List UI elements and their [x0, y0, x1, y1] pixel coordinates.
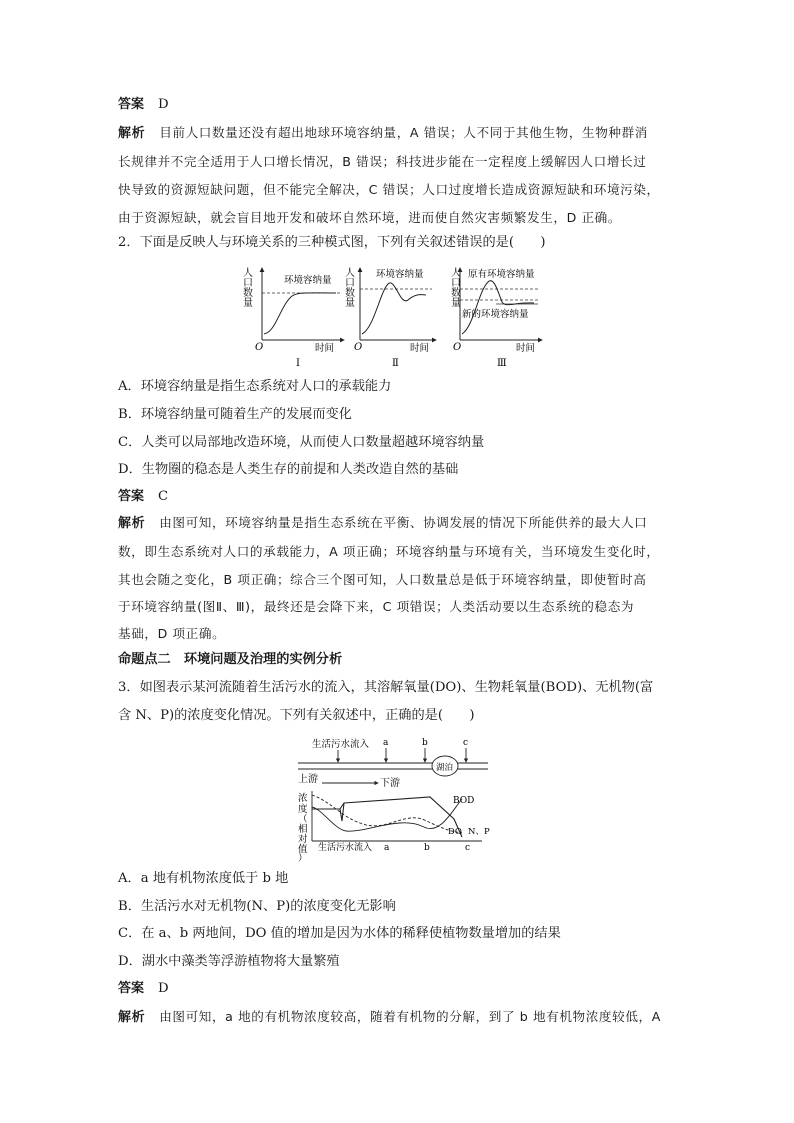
lake-label: 湖泊	[436, 763, 454, 773]
population-curve	[362, 283, 426, 334]
ylabel-char: 量	[345, 298, 355, 309]
analysis-label: 解析	[118, 1010, 146, 1025]
panel-roman: Ⅲ	[497, 358, 507, 369]
ylabel-char: （	[298, 814, 308, 825]
inflow-label: 生活污水流入	[312, 739, 370, 750]
panel-1	[243, 266, 344, 369]
do-curve	[312, 799, 462, 831]
ylabel-char: ）	[298, 853, 308, 863]
np-curve	[312, 795, 462, 833]
answer-label: 答案	[118, 97, 145, 112]
q2-figure	[240, 262, 560, 372]
q2-option-b: B．环境容纳量可随着生产的发展而变化	[118, 407, 352, 422]
ylabel-char: 对	[298, 834, 308, 845]
q2-analysis-line-5: 基础，D 项正确。	[118, 626, 226, 641]
answer-value: D	[158, 981, 169, 996]
q2-analysis-line-4: 于环境容纳量(图Ⅱ、Ⅲ)，最终还是会降下来，C 项错误；人类活动要以生态系统的稳态为	[118, 599, 635, 614]
x-a-label: a	[384, 843, 390, 853]
q2-stem: 2．下面是反映人与环境关系的三种模式图，下列有关叙述错误的是( )	[118, 235, 546, 250]
x-inflow-label: 生活污水流入	[318, 843, 373, 853]
q2-option-d: D．生物圈的稳态是人类生存的前提和人类改造自然的基础	[118, 462, 459, 477]
q2-analysis-line-1: 解析 由图可知，环境容纳量是指生态系统在平衡、协调发展的情况下所能供养的最大人口	[118, 515, 648, 531]
ylabel-char: 人	[345, 268, 355, 279]
ylabel-char: 量	[243, 298, 253, 309]
q1-analysis-line-3: 快导致的资源短缺问题，但不能完全解决，C 错误；人口过度增长造成资源短缺和环境污染，	[118, 182, 660, 197]
q3-option-d: D．湖水中藻类等浮游植物将大量繁殖	[118, 954, 340, 969]
ylabel-char: 人	[243, 268, 253, 279]
np-label: N、P	[468, 827, 490, 837]
q1-analysis-line-4: 由于资源短缺，就会盲目地开发和破坏自然环境，进而使自然灾害频繁发生，D 正确。	[118, 210, 622, 225]
q3-stem-line-1: 3．如图表示某河流随着生活污水的流入，其溶解氧量(DO)、生物耗氧量(BOD)、无机物(富	[118, 680, 654, 695]
q3-analysis-line-1: 解析 由图可知，a 地的有机物浓度较高，随着有机物的分解，到了 b 地有机物浓度较低，A	[118, 1009, 661, 1025]
site-c-label: c	[463, 738, 469, 748]
capacity-label: 环境容纳量	[376, 269, 424, 280]
panel-roman: Ⅱ	[392, 358, 399, 369]
answer-value: D	[158, 97, 169, 112]
upstream-label: 上游	[298, 774, 318, 785]
ylabel-char: 浓	[298, 793, 308, 804]
concentration-chart	[298, 791, 490, 863]
x-b-label: b	[424, 843, 430, 853]
panel-3	[451, 266, 542, 369]
bod-label: BOD	[453, 796, 475, 806]
q1-answer	[118, 96, 678, 114]
xlabel: 时间	[516, 343, 536, 354]
q2-analysis-line-2: 数，即生态系统对人口的承载能力，A 项正确；环境容纳量与环境有关，当环境发生变化时，	[118, 544, 660, 559]
site-b-label: b	[422, 738, 428, 748]
ylabel-char: 数	[243, 288, 253, 299]
q3-option-c: C．在 a、b 两地间，DO 值的增加是因为水体的稀释使植物数量增加的结果	[118, 926, 561, 941]
new-capacity-label: 新的环境容纳量	[462, 309, 529, 320]
downstream-label: 下游	[380, 778, 400, 789]
analysis-label: 解析	[118, 516, 146, 531]
ylabel-char: 量	[451, 298, 461, 309]
ylabel-char: 口	[345, 278, 355, 289]
bod-curve	[312, 797, 462, 837]
panel-2	[345, 266, 436, 369]
q2-option-a: A．环境容纳量是指生态系统对人口的承载能力	[118, 379, 392, 394]
capacity-label: 环境容纳量	[284, 275, 332, 286]
q1-analysis-line-1: 解析 目前人口数量还没有超出地球环境容纳量，A 错误；人不同于其他生物，生物种群消	[118, 125, 648, 141]
q3-answer	[118, 980, 678, 998]
q3-stem-line-2: 含 N、P)的浓度变化情况。下列有关叙述中，正确的是( )	[118, 708, 475, 723]
answer-label: 答案	[118, 489, 145, 504]
ylabel-char: 口	[243, 278, 253, 289]
original-capacity-label: 原有环境容纳量	[468, 269, 535, 280]
origin-label: O	[453, 342, 462, 353]
ylabel-char: 口	[451, 278, 461, 289]
panel-roman: Ⅰ	[296, 358, 300, 369]
analysis-label: 解析	[118, 126, 146, 141]
ylabel-char: 度	[298, 804, 308, 815]
q3-option-a: A．a 地有机物浓度低于 b 地	[118, 871, 289, 886]
section-title: 命题点二 环境问题及治理的实例分析	[118, 652, 343, 667]
ylabel-char: 数	[451, 288, 461, 299]
xlabel: 时间	[315, 343, 335, 354]
origin-label: O	[255, 342, 264, 353]
xlabel: 时间	[410, 343, 430, 354]
ylabel-char: 相	[298, 824, 308, 835]
q2-answer	[118, 488, 678, 506]
q1-analysis-line-2: 长规律并不完全适用于人口增长情况，B 错误；科技进步能在一定程度上缓解因人口增长过	[118, 154, 647, 169]
q2-analysis-line-3: 其也会随之变化，B 项正确；综合三个图可知，人口数量总是低于环境容纳量，即使暂时高	[118, 572, 647, 587]
ylabel-char: 值	[298, 844, 308, 855]
do-label: DO	[448, 827, 462, 837]
population-curve	[264, 293, 336, 334]
site-a-label: a	[383, 738, 389, 748]
origin-label: O	[354, 342, 363, 353]
ylabel-char: 数	[345, 288, 355, 299]
q3-figure	[290, 733, 505, 863]
x-c-label: c	[465, 843, 471, 853]
answer-label: 答案	[118, 981, 145, 996]
q2-option-c: C．人类可以局部地改造环境，从而使人口数量超越环境容纳量	[118, 435, 485, 450]
q3-option-b: B．生活污水对无机物(N、P)的浓度变化无影响	[118, 899, 396, 914]
river-schematic	[298, 738, 488, 789]
ylabel-char: 人	[451, 268, 461, 279]
answer-value: C	[158, 489, 169, 504]
